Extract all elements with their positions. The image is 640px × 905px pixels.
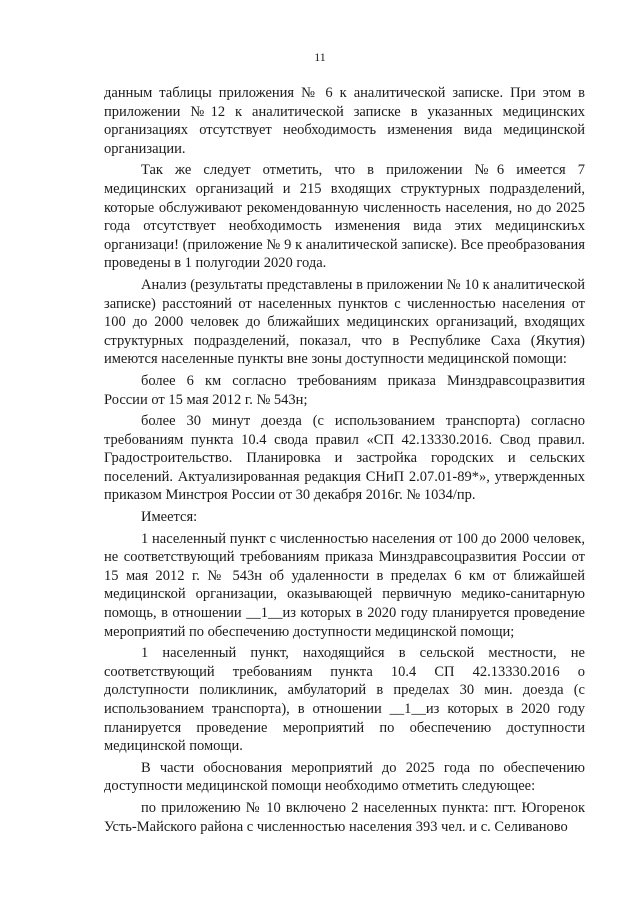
paragraph-3: Анализ (результаты представлены в приложении № 10 к аналитической записке) расстояний от населенных пунктов с численностью населения от 100 до 2000 человек до ближайших медицинских организаций, входящих структурных подразделений, показал, что в Республике Саха (Якутия) имеются населенные пункты вне зоны доступности медицинской помощи: — [104, 276, 585, 368]
paragraph-2: Так же следует отметить, что в приложении №6 имеется 7 медицинских организаций и 215 входящих структурных подразделений, которые обслуживают рекомендованную численность населения, но до 2025 года отсутствует необходимость изменения вида этих медицинскиъх организаци! (приложение № 9 к аналитической записке). Все преобразования проведены в 1 полугодии 2020 года. — [104, 162, 585, 272]
document-body — [104, 84, 585, 839]
paragraph-7: 1 населенный пункт с численностью населения от 100 до 2000 человек, не соответствующий требованиям приказа Минздравсоцразвития России от 15 мая 2012 г. № 543н об удаленности в пределах 6 км от ближайшей медицинской организации, оказывающей первичную медико-санитарную помощь, в отношении __1__из которых в 2020 году планируется проведение мероприятий по обеспечению доступности медицинской помощи; — [104, 530, 585, 640]
paragraph-6: Имеется: — [141, 509, 198, 526]
paragraph-8: 1 населенный пункт, находящийся в сельской местности, не соответствующий требованиям пункта 10.4 СП 42.13330.2016 о долступности поликлиник, амбулаторий в пределах 30 мин. доезда (с использованием транспорта), в отношении __1__из которых в 2020 году планируется проведение мероприятий по обеспечению доступности медицинской помощи. — [104, 645, 585, 755]
paragraph-10: по приложению № 10 включено 2 населенных пункта: пгт. Югоренок Усть-Майского района с численностью населения 393 чел. и с. Селиваново — [104, 799, 585, 835]
paragraph-9: В части обоснования мероприятий до 2025 года по обеспечению доступности медицинской помощи необходимо отметить следующее: — [104, 759, 585, 795]
paragraph-5: более 30 минут доезда (с использованием транспорта) согласно требованиям пункта 10.4 свода правил «СП 42.13330.2016. Свод правил. Градостроительство. Планировка и застройка городских и сельских поселений. Актуализированная редакция СНиП 2.07.01-89*», утвержденных приказом Минстроя России от 30 декабря 2016г. № 1034/пр. — [104, 413, 585, 504]
page-number: 11 — [314, 50, 326, 64]
paragraph-1: данным таблицы приложения № 6 к аналитической записке. При этом в приложении №12 к аналитической записке в указанных медицинских организациях отсутствует необходимость изменения вида медицинской организации. — [104, 85, 585, 157]
paragraph-4: более 6 км согласно требованиям приказа Минздравсоцразвития России от 15 мая 2012 г. № 543н; — [104, 372, 585, 408]
